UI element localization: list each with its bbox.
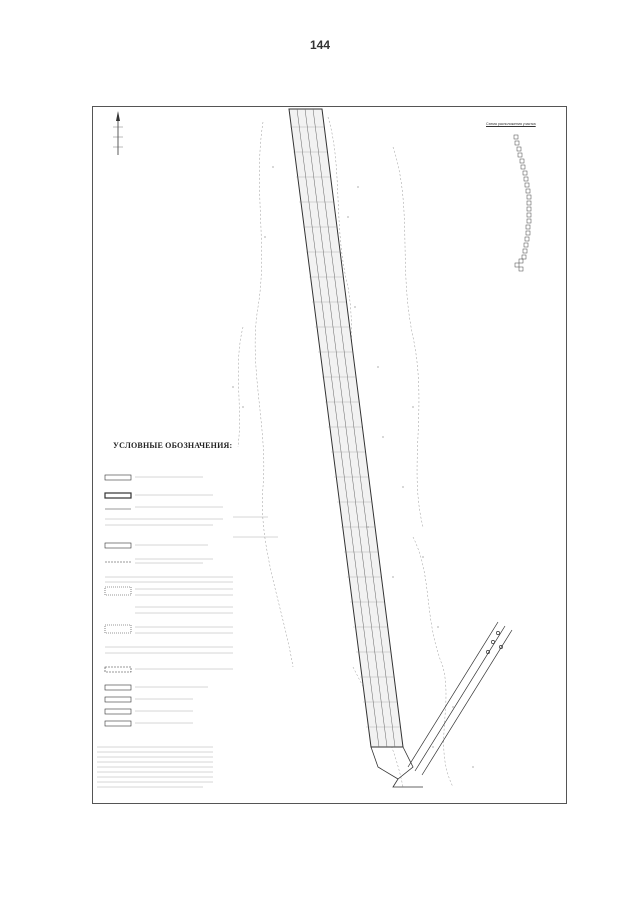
map-canvas bbox=[93, 107, 568, 805]
power-lines bbox=[408, 622, 512, 775]
route-corridor bbox=[289, 109, 403, 747]
legend-symbols bbox=[105, 475, 131, 726]
map-sheet bbox=[92, 106, 567, 804]
location-scheme bbox=[514, 135, 531, 271]
legend-text-lines bbox=[97, 477, 278, 787]
route-junction bbox=[371, 747, 423, 787]
page-number: 144 bbox=[309, 38, 331, 52]
north-arrow-icon bbox=[113, 111, 123, 155]
location-scheme-title: Схема расположения участка bbox=[486, 122, 536, 126]
legend-title: УСЛОВНЫЕ ОБОЗНАЧЕНИЯ: bbox=[113, 441, 233, 450]
